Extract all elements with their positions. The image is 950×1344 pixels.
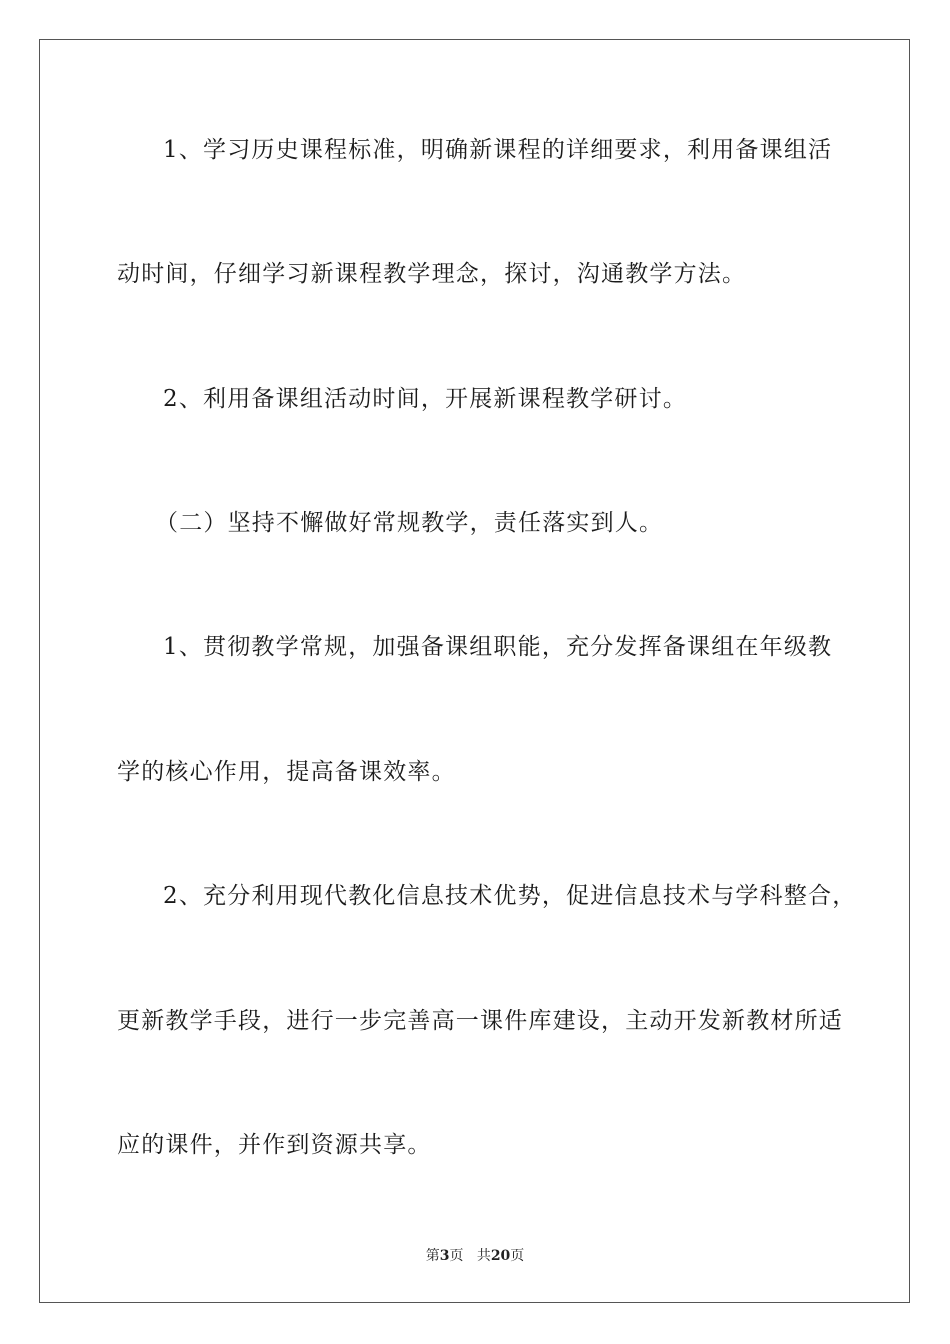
footer-page-number: 3 — [439, 1248, 450, 1264]
paragraph-line-8: 更新教学手段，进行一步完善高一课件库建设，主动开发新教材所适 — [117, 1008, 843, 1034]
footer-page-suffix: 页 — [449, 1248, 464, 1264]
paragraph-line-9: 应的课件，并作到资源共享。 — [117, 1132, 432, 1158]
section-heading: （二）坚持不懈做好常规教学，责任落实到人。 — [155, 510, 664, 536]
paragraph-line-5: 1、贯彻教学常规，加强备课组职能，充分发挥备课组在年级教 — [163, 634, 833, 660]
page-frame — [39, 39, 910, 1303]
paragraph-line-3: 2、利用备课组活动时间，开展新课程教学研讨。 — [163, 386, 688, 412]
paragraph-line-7: 2、充分利用现代教化信息技术优势，促进信息技术与学科整合， — [163, 883, 857, 909]
paragraph-line-6: 学的核心作用，提高备课效率。 — [117, 759, 456, 785]
footer-total-suffix: 页 — [510, 1248, 525, 1264]
footer-total-prefix: 共 — [476, 1248, 491, 1264]
paragraph-line-1: 1、学习历史课程标准，明确新课程的详细要求，利用备课组活 — [163, 137, 833, 163]
paragraph-line-2: 动时间，仔细学习新课程教学理念，探讨，沟通教学方法。 — [117, 261, 747, 287]
footer-page-prefix: 第 — [425, 1248, 440, 1264]
footer-total-pages: 20 — [490, 1248, 511, 1264]
page-footer — [0, 1247, 950, 1265]
